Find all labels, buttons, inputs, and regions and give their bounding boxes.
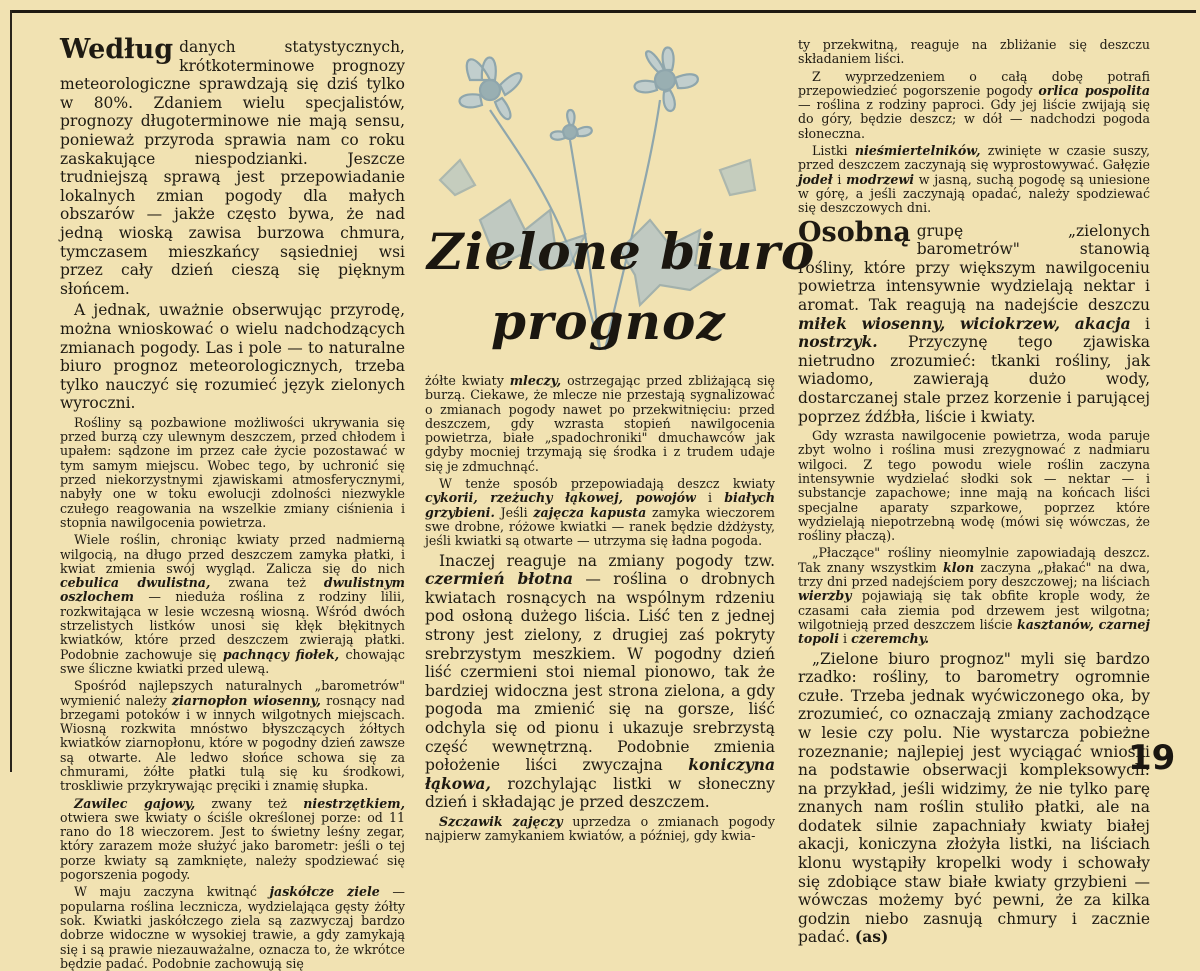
paragraph: A jednak, uważnie obserwując przyrodę, można wnioskować o wielu nadchodzących zmianach pogody. Las i pole — to naturalne biuro prognoz meteorologicznych, trzeba tylko nauczyć się rozumieć język zielonych wyroczni. bbox=[60, 301, 405, 413]
top-rule bbox=[10, 10, 1196, 13]
plant-name: czermień błotna bbox=[425, 569, 574, 589]
paragraph: Szczawik zajęczy uprzedza o zmianach pogody najpierw zamykaniem kwiatów, a później, gdy kwia- bbox=[425, 813, 775, 844]
plant-name: jaskółcze ziele bbox=[269, 884, 380, 900]
intro-paragraph bbox=[60, 34, 405, 298]
paragraph: Gdy wzrasta nawilgocenie powietrza, woda paruje zbyt wolno i roślina musi zrezygnować z nadmiaru wilgoci. Z tego powodu wiele roślin zaczyna intensywnie wydzielać słodki sok — nektar — i substancje zapachowe; inne mają na końcach liści specjalne aparaty szparkowe, poprzez które wydzielają niepotrzebną wodę (mówi się wówczas, że rośliny płaczą). bbox=[798, 428, 1150, 544]
column-1 bbox=[60, 34, 405, 971]
plant-name: pachnący fiołek, bbox=[222, 646, 340, 662]
paragraph: W maju zaczyna kwitnąć jaskółcze ziele — popularna roślina lecznicza, wydzielająca gęsty żółty sok. Kwiatki jaskółczego ziela są zazwyczaj bardzo dobrze widoczne w wysokiej trawie, a gdy zamykają się i są prawie niezauważalne, oznacza to, że wkrótce będzie padać. Podobnie zachowują się bbox=[60, 884, 405, 971]
author-signature: (as) bbox=[854, 927, 889, 947]
paragraph: żółte kwiaty mleczy, ostrzegając przed zbliżającą się burzą. Ciekawe, że mlecze nie przestają sygnalizować o zmianach pogody nawet po przekwitnięciu: przed deszczem, gdy wzrasta stopień nawilgocenia powietrza, białe „spadochroniki" dmuchawców jak gdyby mocniej trzymają się środka i z trudem udaje się je zdmuchnąć. bbox=[425, 373, 775, 474]
paragraph: Listki nieśmiertelników, zwinięte w czasie suszy, przed deszczem zaczynają się wyprostowywać. Gałęzie jodeł i modrzewi w jasną, suchą pogodę są uniesione w górę, a jeśli zaczynają opadać, należy spodziewać się deszczowych dni. bbox=[798, 143, 1150, 216]
closing-paragraph: „Zielone biuro prognoz" myli się bardzo rzadko: rośliny, to barometry ogromnie czułe. Trzeba jednak wyćwiczonego oka, by zrozumieć, co oznaczają zmiany zachodzące w lesie czy polu. Nie wystarcza pobieżne rozeznanie; najlepiej jest wyciągać wnioski na podstawie obserwacji kompleksowych: na przykład, jeśli widzimy, że nie tylko parę znanych nam roślin stuliło płatki, ale na dodatek silnie zapachniały kwiaty białej akacji, koniczyna złożyła listki, na liściach klonu wystąpiły kropelki wody i schowały się zdobiące staw białe kwiaty grzybieni — wówczas możemy być pewni, że za kilka godzin niebo zasnują chmury i zacznie padać. (as) bbox=[798, 649, 1150, 947]
plant-name: nostrzyk. bbox=[798, 332, 878, 352]
left-margin-rule bbox=[10, 10, 12, 772]
paragraph: Inaczej reaguje na zmiany pogody tzw. czermień błotna — roślina o drobnych kwiatach rosnących na wspólnym rdzeniu pod osłoną dużego liścia. Liść ten z jednej strony jest zielony, z drugiej zaś pokryty srebrzystym meszkiem. W pogodny dzień liść czermieni stoi niemal pionowo, tak że bardziej widoczna jest strona zielona, a gdy pogoda ma zmienić się na gorsze, liść odchyla się od pionu i ukazuje srebrzystą część wewnętrzną. Podobnie zmienia położenie liści zwyczajna koniczyna łąkowa, rozchylając listki w słoneczny dzień i składając je przed deszczem. bbox=[425, 551, 775, 812]
plant-name: Szczawik zajęczy bbox=[439, 813, 563, 829]
paragraph: Wiele roślin, chroniąc kwiaty przed nadmierną wilgocią, na długo przed deszczem zamyka płatki, i kwiat zmienia swój wygląd. Zalicza się do nich cebulica dwulistna, zwana też dwulistnym oszlochem — nieduża roślina z rodziny lilii, rozkwitająca w lesie wczesną wiosną. Wśród dwóch strzelistych listków unosi się kłęk błękitnych kwiatków, które przed deszczem zwierają płatki. Podobnie zachowuje się pachnący fiołek, chowając swe śliczne kwiatki przed ulewą. bbox=[60, 532, 405, 676]
plant-name: niestrzętkiem, bbox=[303, 795, 405, 811]
paragraph: W tenże sposób przepowiadają deszcz kwiaty cykorii, rzeżuchy łąkowej, powojów i białych grzybieni. Jeśli zajęcza kapusta zamyka wieczorem swe drobne, różowe kwiatki — ranek będzie dżdżysty, jeśli kwiatki są otwarte — utrzyma się ładna pogoda. bbox=[425, 476, 775, 549]
plant-name: wierzby bbox=[798, 588, 852, 604]
column-2 bbox=[425, 373, 775, 844]
plant-name: kasztanów, czarnej topoli bbox=[798, 616, 1150, 647]
plant-name: orlica pospolita bbox=[1038, 82, 1150, 98]
column-3 bbox=[798, 37, 1150, 947]
paragraph: Z wyprzedzeniem o całą dobę potrafi przepowiedzieć pogorszenie pogody orlica pospolita — roślina z rodziny paproci. Gdy jej liście zwijają się do góry, będzie deszcz; w dół — nadchodzi pogoda słoneczna. bbox=[798, 68, 1150, 141]
plant-name: zajęcza kapusta bbox=[533, 504, 647, 520]
plant-name: ziarnopłon wiosenny, bbox=[171, 692, 321, 708]
intro-text: danych statystycznych, krótkoterminowe prognozy meteorologiczne sprawdzają się dziś tylko w 80%. Zdaniem wielu specjalistów, prognozy długoterminowe nie mają sensu, ponieważ przyroda sprawia nam co roku zaskakujące niespodzianki. Jeszcze trudniejszą sprawą jest przepowiadanie lokalnych zmian pogody dla małych obszarów — jakże często bywa, że nad jedną wioską zawisa burzowa chmura, tymczasem mieszkańcy sąsiedniej wsi przez cały dzień cieszą się pięknym słońcem. bbox=[60, 38, 405, 298]
paragraph: ty przekwitną, reaguje na zbliżanie się deszczu składaniem liści. bbox=[798, 37, 1150, 67]
plant-name: białych grzybieni. bbox=[425, 490, 775, 520]
plant-name: modrzewi bbox=[846, 171, 915, 187]
title-line-2: prognoz bbox=[491, 292, 726, 351]
plant-name: cebulica dwulistna, bbox=[60, 575, 211, 591]
plant-name: klon bbox=[943, 559, 975, 575]
lead-word: Według bbox=[60, 34, 174, 65]
plant-name: cykorii, rzeżuchy łąkowej, powojów bbox=[425, 490, 696, 506]
page-number: 19 bbox=[1128, 738, 1176, 778]
paragraph: Spośród najlepszych naturalnych „barometrów" wymienić należy ziarnopłon wiosenny, rosnący nad brzegami potoków i w innych wilgotnych miejscach. Wiosną rozkwita mnóstwo błyszczących żółtych kwiatków ziarnopłonu, które w pogodny dzień zawsze są otwarte. Ale ledwo słońce schowa się za chmurami, żółte płatki tulą się ku środkowi, troskliwie przykrywając pręciki i znamię słupka. bbox=[60, 678, 405, 794]
section-paragraph: Osobną grupę „zielonych barometrów" stanowią rośliny, które przy większym nawilgoceniu powietrza intensywnie wydzielają nektar i aromat. Tak reagują na nadejście deszczu miłek wiosenny, wiciokrzew, akacja i nostrzyk. Przyczynę tego zjawiska nietrudno zrozumieć: tkanki rośliny, jak wiadomo, zawierają dużo wody, dostarczanej stale przez korzenie i parującej poprzez źdźbła, liście i kwiaty. bbox=[798, 216, 1150, 426]
plant-name: koniczyna łąkowa, bbox=[425, 755, 775, 793]
plant-name: miłek wiosenny, wiciokrzew, akacja bbox=[798, 313, 1131, 333]
plant-name: mleczy, bbox=[509, 373, 562, 388]
plant-name: dwulistnym oszlochem bbox=[60, 575, 405, 605]
title-line-1: Zielone biuro bbox=[427, 222, 816, 281]
lead-word: Osobną bbox=[798, 216, 911, 248]
paragraph: „Płaczące" rośliny nieomylnie zapowiadają deszcz. Tak znany wszystkim klon zaczyna „płakać" na dwa, trzy dni przed nadejściem pory deszczowej; na liściach wierzby pojawiają się tak obfite krople wody, że czasami cała ziemia pod drzewem jest wilgotna; wilgotnieją przed deszczem liście kasztanów, czarnej topoli i czeremchy. bbox=[798, 545, 1150, 647]
plant-name: czeremchy. bbox=[851, 631, 929, 647]
article-title bbox=[405, 222, 816, 362]
plant-name: Zawilec gajowy, bbox=[74, 795, 196, 811]
paragraph: Zawilec gajowy, zwany też niestrzętkiem, otwiera swe kwiaty o ściśle określonej porze: od 11 rano do 18 wieczorem. Jest to świetny leśny zegar, który zarazem może służyć jako barometr: jeśli o tej porze kwiaty są zamknięte, należy spodziewać się pogorszenia pogody. bbox=[60, 795, 405, 883]
paragraph: Rośliny są pozbawione możliwości ukrywania się przed burzą czy ulewnym deszczem, przed chłodem i upałem: sądzone im przez całe życie pozostawać w tym samym miejscu. Wobec tego, by uchronić się przed niekorzystnymi zjawiskami atmosferycznymi, nabyły one w toku ewolucji zdolności niezwykle czułego reagowania na wszelkie zmiany ciśnienia i stopnia nawilgocenia powietrza. bbox=[60, 414, 405, 530]
plant-name: jodeł bbox=[798, 171, 833, 187]
plant-name: nieśmiertelników, bbox=[854, 143, 981, 159]
